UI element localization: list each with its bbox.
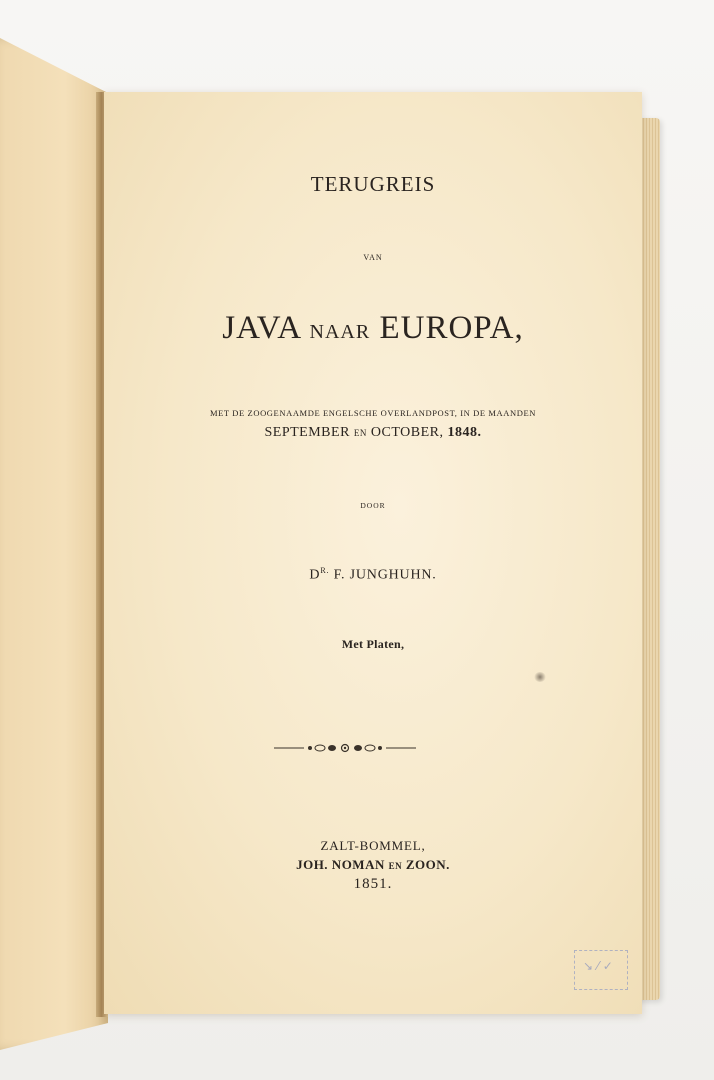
library-stamp-icon (574, 950, 628, 990)
author-sup: R. (320, 566, 330, 575)
decorative-rule-icon (274, 742, 416, 754)
imprint-year: 1851. (353, 876, 393, 892)
title-van: VAN (363, 253, 383, 262)
plates-note: Met Platen, (341, 637, 405, 651)
subtitle: MET DE ZOOGENAAMDE ENGELSCHE OVERLANDPOST, IN DE MAANDEN (209, 408, 537, 418)
dates-year: 1848. (447, 425, 482, 440)
author-prefix: D (309, 567, 321, 583)
publisher-zoon: ZOON. (402, 857, 450, 872)
publisher-joh-noman: JOH. NOMAN (296, 857, 389, 872)
book-title: TERUGREIS (310, 172, 436, 196)
main-title (104, 310, 642, 347)
main-title-naar: NAAR (309, 321, 371, 343)
title-page (104, 92, 642, 1014)
imprint-place: ZALT-BOMMEL, (320, 838, 426, 853)
author (104, 566, 642, 584)
main-title-java: JAVA (222, 310, 310, 346)
dates-en: EN (353, 428, 367, 438)
dates-september: SEPTEMBER (264, 425, 354, 440)
dates-line (104, 425, 642, 441)
publisher-en: EN (388, 861, 403, 871)
dates-october: OCTOBER, (366, 425, 448, 440)
foxing-spot (534, 672, 546, 682)
stamp-mark: ↘ ⁄ ✓ (583, 959, 613, 973)
main-title-europa: EUROPA, (370, 310, 524, 346)
imprint-publisher (104, 857, 642, 873)
door-label: DOOR (360, 501, 386, 510)
left-endpaper (0, 38, 108, 1050)
author-name: F. JUNGHUHN. (329, 567, 437, 583)
